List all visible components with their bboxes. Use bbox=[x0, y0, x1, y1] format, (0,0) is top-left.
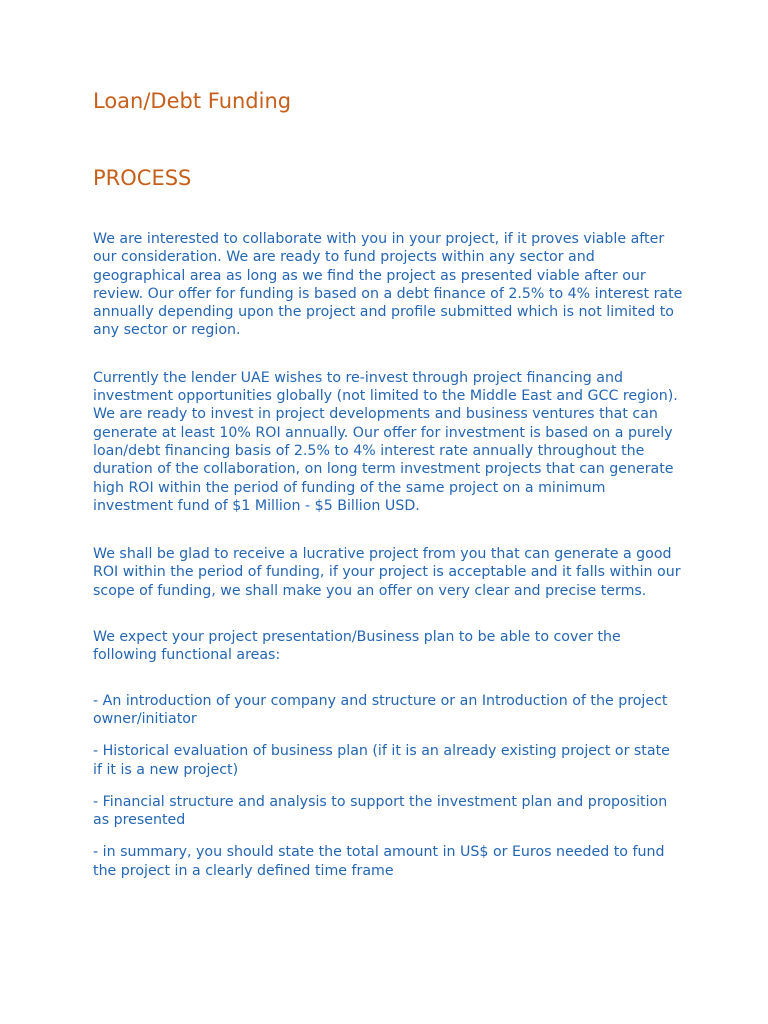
section-heading-process: PROCESS bbox=[93, 166, 192, 190]
list-item: - in summary, you should state the total amount in US$ or Euros needed to fund the project in a clearly defined time frame bbox=[93, 844, 665, 879]
paragraph-requirements-intro: We expect your project presentation/Business plan to be able to cover the following functional areas: bbox=[93, 629, 621, 664]
document-body bbox=[93, 86, 683, 880]
list-item: - Historical evaluation of business plan (if it is an already existing project or state if it is a new project) bbox=[93, 743, 670, 778]
list-item: - Financial structure and analysis to support the investment plan and proposition as presented bbox=[93, 793, 668, 829]
paragraph-investment-terms: Currently the lender UAE wishes to re-invest through project financing and investment opportunities globally (not limited to the Middle East and GCC region). We are ready to invest in project developments and business ventures that can generate at least 10% ROI annually. Our offer for investment is based on a purely loan/debt financing basis of 2.5% to 4% interest rate annually throughout the duration of the collaboration, on long term investment projects that can generate high ROI within the period of funding of the same project on a minimum investment fund of $1 Million - $5 Billion USD. bbox=[93, 369, 678, 514]
list-item: - An introduction of your company and structure or an Introduction of the project owner/initiator bbox=[93, 692, 668, 727]
document-title: Loan/Debt Funding bbox=[93, 89, 292, 113]
paragraph-collaboration: We are interested to collaborate with you in your project, if it proves viable after our consideration. We are ready to fund projects within any sector and geographical area as long as we find the project as presented viable after our review. Our offer for funding is based on a debt finance of 2.5% to 4% interest rate annually depending upon the project and profile submitted which is not limited to any sector or region. bbox=[93, 231, 683, 339]
paragraph-project-offer: We shall be glad to receive a lucrative project from you that can generate a good ROI within the period of funding, if your project is acceptable and it falls within our scope of funding, we shall make you an offer on very clear and precise terms. bbox=[93, 546, 681, 599]
